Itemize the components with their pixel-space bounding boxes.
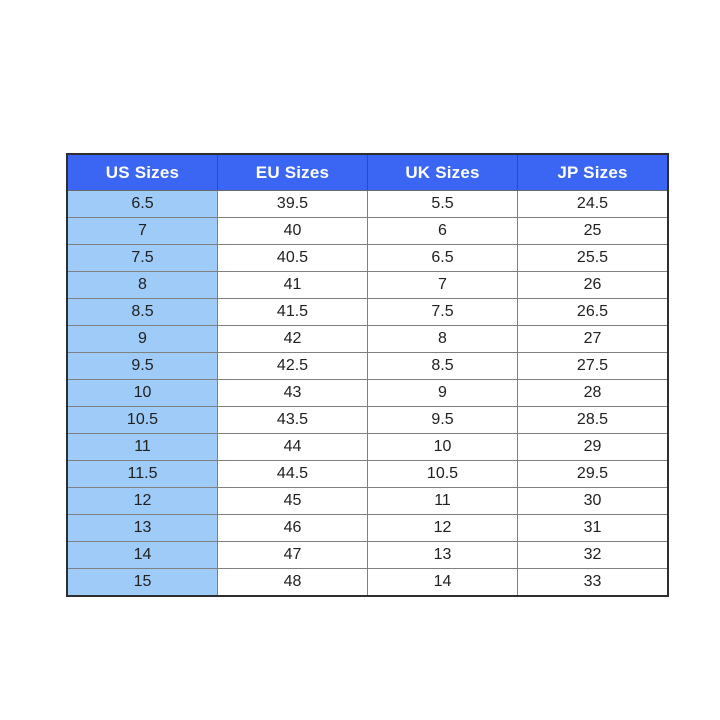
us-size-cell: 10.5 <box>67 407 218 434</box>
header-row <box>67 154 668 191</box>
jp-size-cell: 30 <box>518 488 669 515</box>
uk-size-cell: 7 <box>368 272 518 299</box>
eu-size-cell: 44 <box>218 434 368 461</box>
uk-size-cell: 6 <box>368 218 518 245</box>
us-size-cell: 14 <box>67 542 218 569</box>
table-header <box>67 154 668 191</box>
us-size-cell: 11.5 <box>67 461 218 488</box>
us-size-cell: 8 <box>67 272 218 299</box>
uk-size-cell: 10 <box>368 434 518 461</box>
column-header-uk-sizes: UK Sizes <box>368 154 518 191</box>
table-row <box>67 299 668 326</box>
eu-size-cell: 47 <box>218 542 368 569</box>
eu-size-cell: 46 <box>218 515 368 542</box>
uk-size-cell: 5.5 <box>368 191 518 218</box>
eu-size-cell: 41.5 <box>218 299 368 326</box>
jp-size-cell: 28.5 <box>518 407 669 434</box>
jp-size-cell: 29 <box>518 434 669 461</box>
eu-size-cell: 40.5 <box>218 245 368 272</box>
uk-size-cell: 9.5 <box>368 407 518 434</box>
jp-size-cell: 31 <box>518 515 669 542</box>
table-row <box>67 353 668 380</box>
table-row <box>67 380 668 407</box>
table-row <box>67 191 668 218</box>
eu-size-cell: 42.5 <box>218 353 368 380</box>
eu-size-cell: 40 <box>218 218 368 245</box>
jp-size-cell: 27.5 <box>518 353 669 380</box>
us-size-cell: 6.5 <box>67 191 218 218</box>
eu-size-cell: 48 <box>218 569 368 597</box>
jp-size-cell: 29.5 <box>518 461 669 488</box>
column-header-us-sizes: US Sizes <box>67 154 218 191</box>
us-size-cell: 12 <box>67 488 218 515</box>
jp-size-cell: 25.5 <box>518 245 669 272</box>
jp-size-cell: 28 <box>518 380 669 407</box>
table-row <box>67 407 668 434</box>
table-row <box>67 461 668 488</box>
eu-size-cell: 45 <box>218 488 368 515</box>
table-row <box>67 272 668 299</box>
jp-size-cell: 24.5 <box>518 191 669 218</box>
jp-size-cell: 26.5 <box>518 299 669 326</box>
size-table-body <box>67 191 668 597</box>
column-header-jp-sizes: JP Sizes <box>518 154 669 191</box>
shoe-size-conversion-table-container <box>66 153 669 597</box>
eu-size-cell: 44.5 <box>218 461 368 488</box>
jp-size-cell: 25 <box>518 218 669 245</box>
uk-size-cell: 11 <box>368 488 518 515</box>
uk-size-cell: 14 <box>368 569 518 597</box>
eu-size-cell: 43 <box>218 380 368 407</box>
table-row <box>67 326 668 353</box>
jp-size-cell: 33 <box>518 569 669 597</box>
jp-size-cell: 26 <box>518 272 669 299</box>
us-size-cell: 7 <box>67 218 218 245</box>
table-row <box>67 245 668 272</box>
uk-size-cell: 10.5 <box>368 461 518 488</box>
uk-size-cell: 7.5 <box>368 299 518 326</box>
column-header-eu-sizes: EU Sizes <box>218 154 368 191</box>
eu-size-cell: 43.5 <box>218 407 368 434</box>
us-size-cell: 7.5 <box>67 245 218 272</box>
uk-size-cell: 6.5 <box>368 245 518 272</box>
table-row <box>67 542 668 569</box>
uk-size-cell: 13 <box>368 542 518 569</box>
uk-size-cell: 8.5 <box>368 353 518 380</box>
eu-size-cell: 41 <box>218 272 368 299</box>
table-row <box>67 488 668 515</box>
us-size-cell: 10 <box>67 380 218 407</box>
us-size-cell: 11 <box>67 434 218 461</box>
jp-size-cell: 27 <box>518 326 669 353</box>
table-row <box>67 515 668 542</box>
us-size-cell: 8.5 <box>67 299 218 326</box>
uk-size-cell: 12 <box>368 515 518 542</box>
jp-size-cell: 32 <box>518 542 669 569</box>
eu-size-cell: 42 <box>218 326 368 353</box>
us-size-cell: 13 <box>67 515 218 542</box>
us-size-cell: 15 <box>67 569 218 597</box>
uk-size-cell: 9 <box>368 380 518 407</box>
uk-size-cell: 8 <box>368 326 518 353</box>
table-row <box>67 218 668 245</box>
shoe-size-conversion-table <box>66 153 669 597</box>
us-size-cell: 9 <box>67 326 218 353</box>
table-row <box>67 569 668 597</box>
eu-size-cell: 39.5 <box>218 191 368 218</box>
us-size-cell: 9.5 <box>67 353 218 380</box>
table-row <box>67 434 668 461</box>
